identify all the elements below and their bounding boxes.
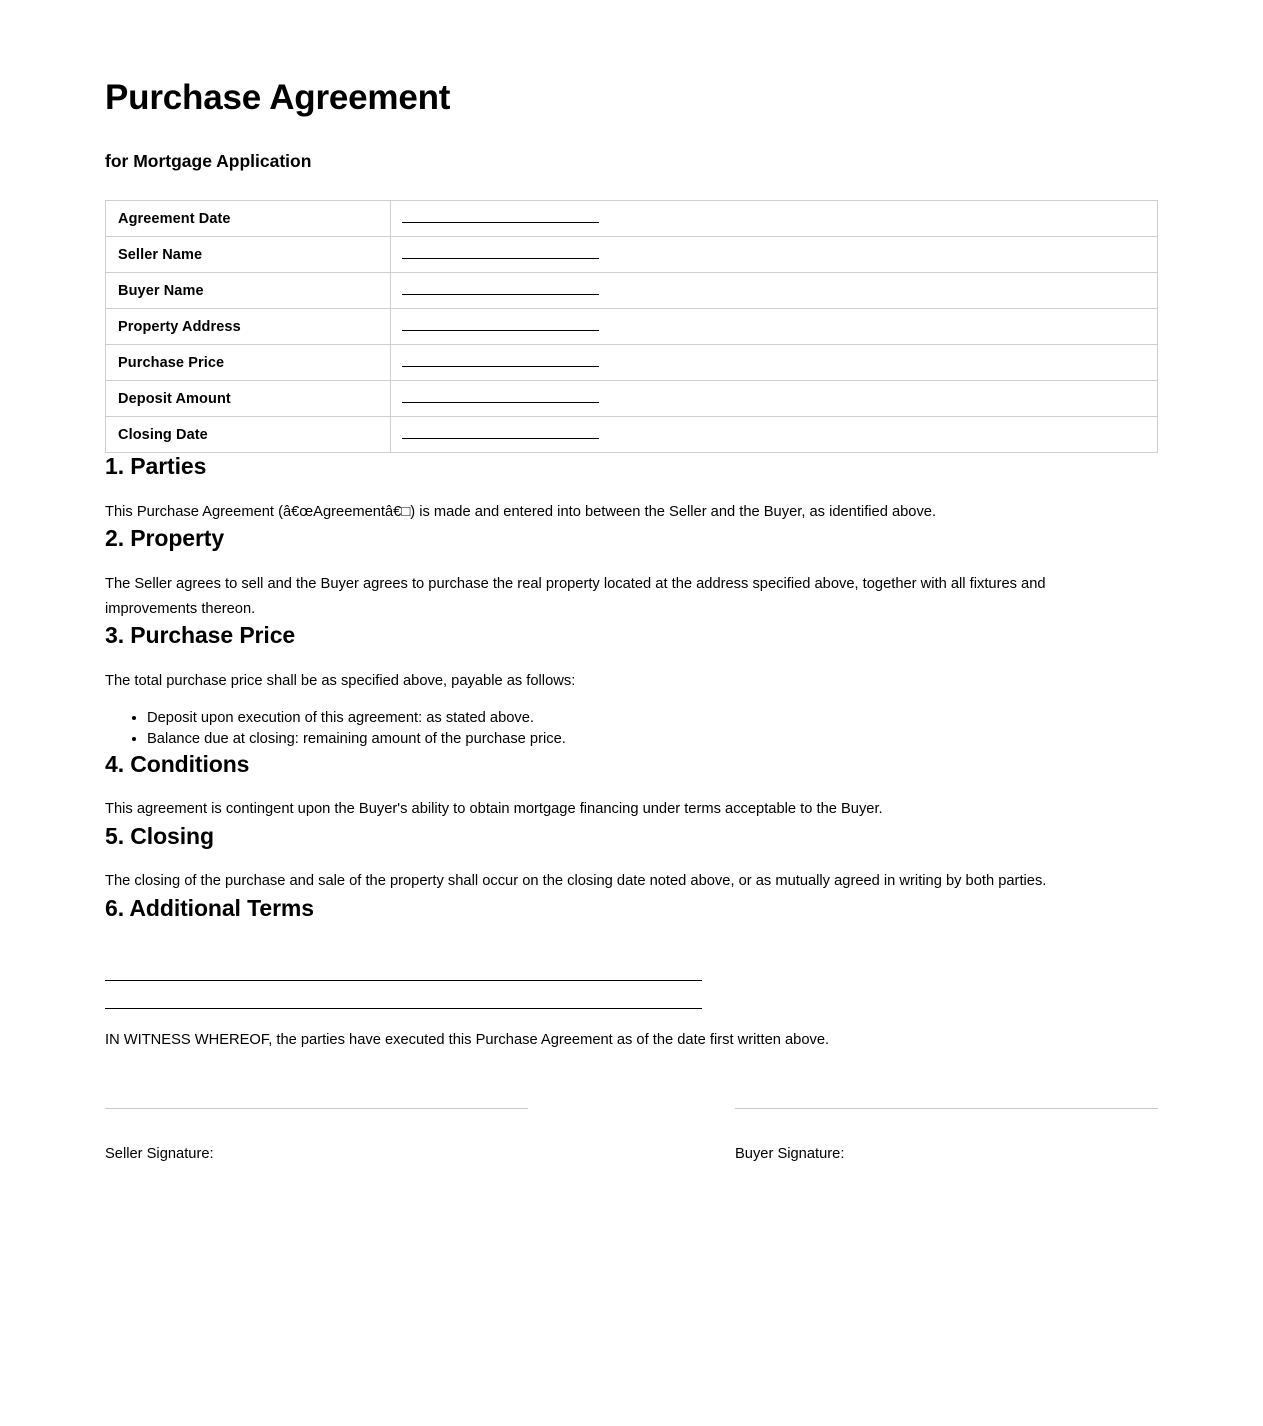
blank-fill-line[interactable] <box>402 393 599 403</box>
blank-fill-line[interactable] <box>402 321 599 331</box>
seller-signature-label: Seller Signature: <box>105 1146 214 1163</box>
page-title: Purchase Agreement <box>105 78 451 117</box>
field-label-deposit-amount: Deposit Amount <box>106 381 391 417</box>
field-value-deposit-amount[interactable] <box>391 381 1158 417</box>
table-row <box>106 273 1158 309</box>
blank-fill-line[interactable] <box>402 357 599 367</box>
blank-fill-line[interactable] <box>402 249 599 259</box>
additional-terms-blank-lines <box>105 922 1158 1009</box>
additional-terms-write-line[interactable] <box>105 981 702 1009</box>
section-body-conditions: This agreement is contingent upon the Buyer's ability to obtain mortgage financing under terms acceptable to the Buyer. <box>105 801 883 818</box>
table-row <box>106 201 1158 237</box>
purchase-price-bullet-list <box>105 694 1158 751</box>
section-body-property: The Seller agrees to sell and the Buyer agrees to purchase the real property located at the address specified above, together with all fixtures and improvements thereon. <box>105 575 1046 617</box>
blank-fill-line[interactable] <box>402 213 599 223</box>
page-subtitle: for Mortgage Application <box>105 151 312 172</box>
field-value-closing-date[interactable] <box>391 417 1158 453</box>
section-body-closing: The closing of the purchase and sale of the property shall occur on the closing date noted above, or as mutually agreed in writing by both parties. <box>105 873 1047 890</box>
signature-row <box>105 1053 1158 1165</box>
field-value-seller-name[interactable] <box>391 237 1158 273</box>
field-label-property-address: Property Address <box>106 309 391 345</box>
field-label-seller-name: Seller Name <box>106 237 391 273</box>
section-body-purchase-price: The total purchase price shall be as specified above, payable as follows: <box>105 672 576 689</box>
agreement-fields-table <box>105 200 1158 453</box>
section-heading-property: 2. Property <box>105 525 225 552</box>
section-heading-additional-terms: 6. Additional Terms <box>105 894 314 921</box>
seller-signature-block <box>105 1108 528 1165</box>
field-value-buyer-name[interactable] <box>391 273 1158 309</box>
additional-terms-write-line[interactable] <box>105 953 702 981</box>
table-row <box>106 309 1158 345</box>
buyer-signature-label: Buyer Signature: <box>735 1146 845 1163</box>
section-heading-parties: 1. Parties <box>105 453 207 480</box>
blank-fill-line[interactable] <box>402 285 599 295</box>
field-label-buyer-name: Buyer Name <box>106 273 391 309</box>
fields-table-body <box>106 201 1158 453</box>
section-heading-purchase-price: 3. Purchase Price <box>105 622 296 649</box>
witness-statement: IN WITNESS WHEREOF, the parties have executed this Purchase Agreement as of the date first written above. <box>105 1032 830 1049</box>
section-body-parties: This Purchase Agreement (â€œAgreementâ€□) is made and entered into between the Seller and the Buyer, as identified above. <box>105 503 937 520</box>
field-label-closing-date: Closing Date <box>106 417 391 453</box>
list-item: • Balance due at closing: remaining amount of the purchase price. <box>147 729 1158 750</box>
blank-fill-line[interactable] <box>402 429 599 439</box>
table-row <box>106 237 1158 273</box>
buyer-signature-block <box>735 1108 1158 1165</box>
field-label-agreement-date: Agreement Date <box>106 201 391 237</box>
list-item: • Deposit upon execution of this agreement: as stated above. <box>147 708 1158 729</box>
field-value-purchase-price[interactable] <box>391 345 1158 381</box>
table-row <box>106 417 1158 453</box>
section-heading-closing: 5. Closing <box>105 822 214 849</box>
field-value-property-address[interactable] <box>391 309 1158 345</box>
field-label-purchase-price: Purchase Price <box>106 345 391 381</box>
table-row <box>106 345 1158 381</box>
table-row <box>106 381 1158 417</box>
field-value-agreement-date[interactable] <box>391 201 1158 237</box>
section-heading-conditions: 4. Conditions <box>105 750 250 777</box>
